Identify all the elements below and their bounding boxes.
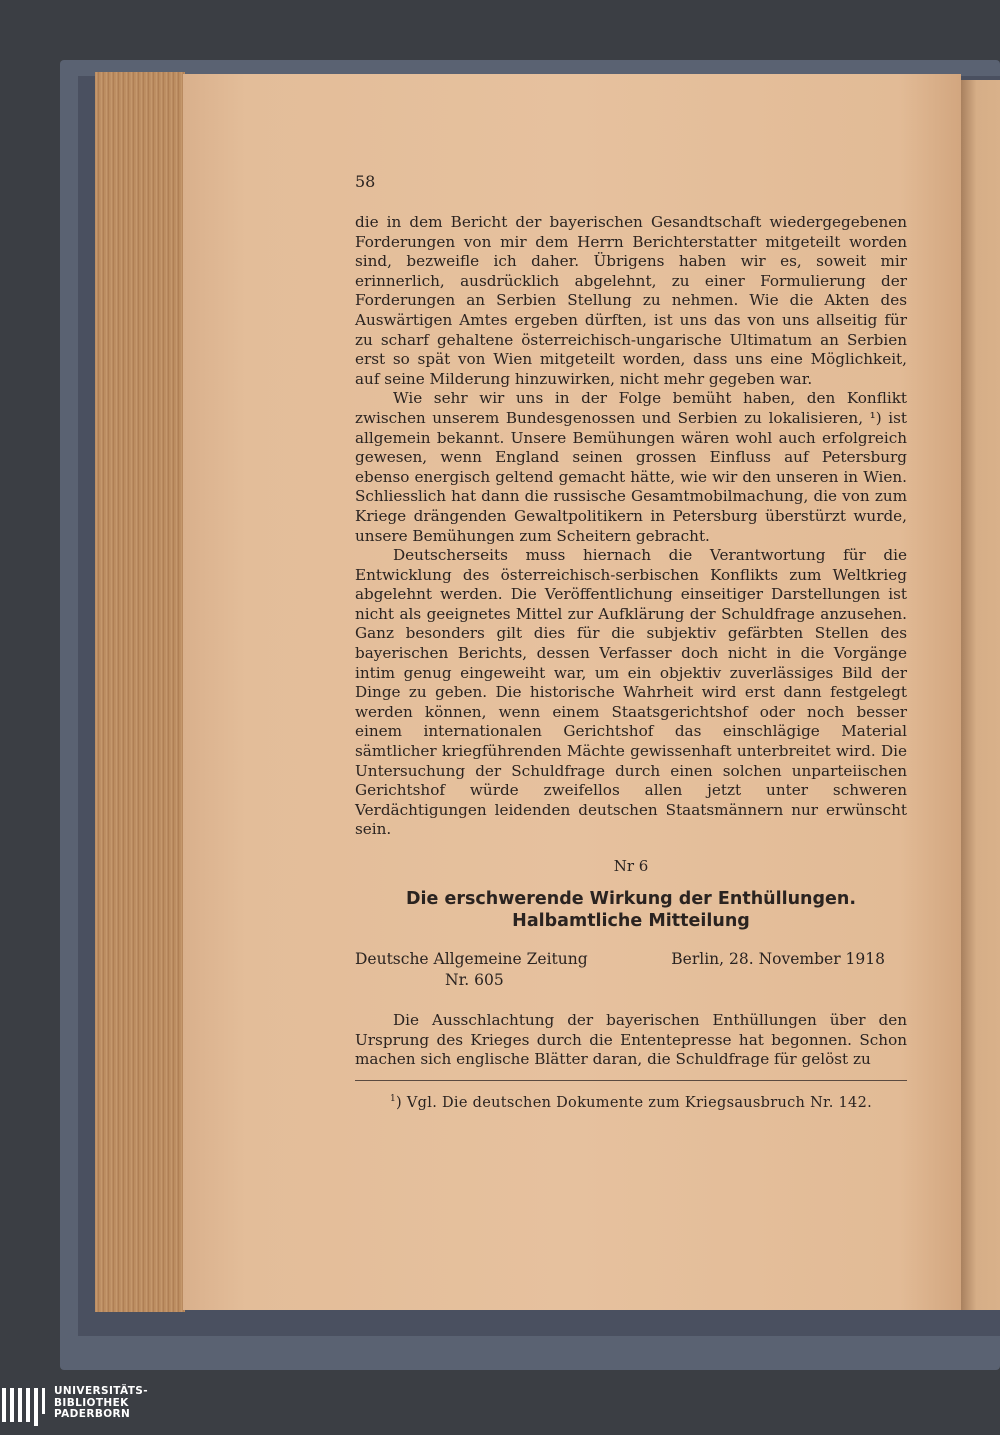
- main-text: [355, 213, 907, 840]
- paragraph: Die Ausschlachtung der bayerischen Enthüllungen über den Ursprung des Krieges durch die Ententepresse hat begonnen. Schon machen sich englische Blätter daran, die Schuldfrage für gelöst zu: [355, 1011, 907, 1069]
- facing-page-edge: [961, 80, 1000, 1310]
- newspaper-name: Deutsche Allgemeine Zeitung: [355, 950, 588, 968]
- footnote: [390, 1094, 910, 1111]
- title-line-2: Halbamtliche Mitteilung: [512, 911, 750, 931]
- document-text: [355, 1011, 907, 1070]
- document-number: Nr 6: [613, 857, 649, 875]
- source-left: [355, 950, 588, 989]
- library-name-line-1: UNIVERSITÄTS-: [54, 1385, 149, 1397]
- footnote-marker: 1: [390, 1094, 397, 1104]
- issue-number: Nr. 605: [445, 971, 504, 989]
- page-stack-edge: [95, 72, 185, 1312]
- library-name-line-3: PADERBORN: [54, 1408, 131, 1420]
- footnote-divider: [355, 1080, 907, 1081]
- page-number: 58: [355, 172, 376, 191]
- library-name: [54, 1386, 148, 1421]
- title-line-1: Die erschwerende Wirkung der Enthüllungen.: [405, 889, 857, 909]
- paragraph: Wie sehr wir uns in der Folge bemüht haben, den Konflikt zwischen unserem Bundesgenossen und Serbien zu lokalisieren, ¹) ist allgemein bekannt. Unsere Bemühungen wären wohl auch erfolgreich gewesen, wenn England seinen grossen Einfluss auf Petersburg ebenso energisch geltend gemacht hätte, wie wir den unseren in Wien. Schliesslich hat dann die russische Gesamtmobilmachung, die von zum Kriege drängenden Gewaltpolitikern in Petersburg überstürzt wurde, unsere Bemühungen zum Scheitern gebracht.: [355, 389, 907, 545]
- library-logo-icon: [0, 1386, 46, 1426]
- library-footer-bar: [0, 1378, 1000, 1435]
- footnote-text: ) Vgl. Die deutschen Dokumente zum Kriegsausbruch Nr. 142.: [396, 1094, 873, 1111]
- place-date: Berlin, 28. November 1918: [671, 950, 885, 968]
- paragraph: die in dem Bericht der bayerischen Gesandtschaft wiedergegebenen Forderungen von mir dem Herrn Berichterstatter mitgeteilt worden sind, bezweifle ich daher. Übrigens haben wir es, soweit mir erinnerlich, ausdrücklich abgelehnt, zu einer Formulierung der Forderungen an Serbien Stellung zu nehmen. Wie die Akten des Auswärtigen Amtes ergeben dürften, ist uns das von uns allseitig für zu scharf gehaltene österreichisch-ungarische Ultimatum an Serbien erst so spät von Wien mitgeteilt worden, dass uns eine Möglichkeit, auf seine Milderung hinzuwirken, nicht mehr gegeben war.: [355, 213, 907, 388]
- paragraph: Deutscherseits muss hiernach die Verantwortung für die Entwicklung des österreichisch-serbischen Konflikts zum Weltkrieg abgelehnt werden. Die Veröffentlichung einseitiger Darstellungen ist nicht als geeignetes Mittel zur Aufklärung der Schuldfrage anzusehen. Ganz besonders gilt dies für die subjektiv gefärbten Stellen des bayerischen Berichts, dessen Verfasser doch nicht in die Vorgänge intim genug eingeweiht war, um ein objektiv zuverlässiges Bild der Dinge zu geben. Die historische Wahrheit wird erst dann festgelegt werden können, wenn einem Staatsgerichtshof oder noch besser einem internationalen Gerichtshof das einschlägige Material sämtlicher kriegführenden Mächte gewissenhaft unterbreitet wird. Die Untersuchung der Schuldfrage durch einen solchen unparteiischen Gerichtshof würde zweifellos allen jetzt unter schweren Verdächtigungen leidenden deutschen Staatsmännern nur erwünscht sein.: [355, 546, 907, 839]
- library-name-line-2: BIBLIOTHEK: [54, 1396, 129, 1409]
- document-title: [355, 888, 907, 932]
